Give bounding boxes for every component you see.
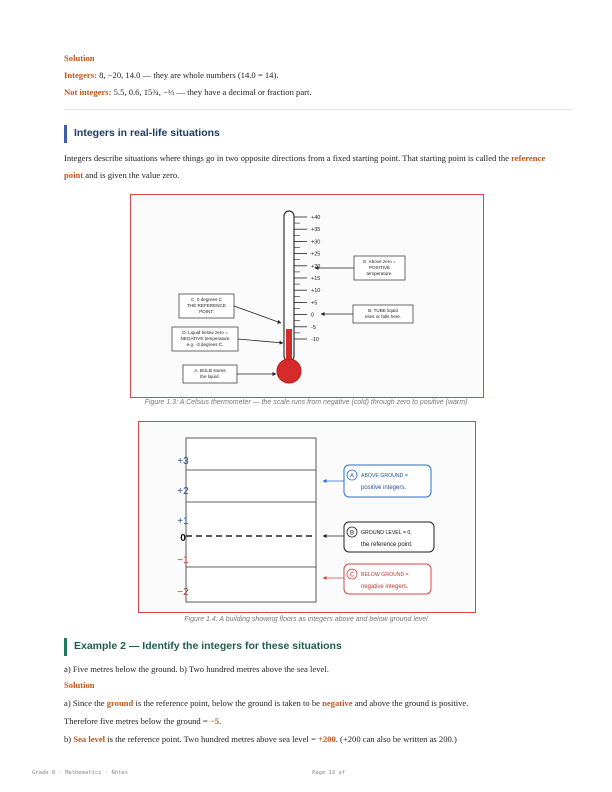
floor-label-zero: 0 [180,533,186,544]
figure-1-4-caption: Figure 1.4: A building showing floors as integers above and below ground level [184,616,428,623]
label-a-line1: A. BULB stores [194,368,226,373]
scale-label: +15 [311,276,321,282]
box-c-text: negative integers. [361,584,409,590]
negative-term: negative [322,698,353,708]
label-b-line2: rises or falls here. [364,314,402,319]
section-divider [64,109,572,110]
integers-line [64,67,562,83]
arrow-c [234,306,281,323]
heading-accent-bar [64,125,67,143]
example-accent-bar [64,638,67,656]
label-e-line1: E. Above zero = [363,259,396,264]
label-c-line3: POINT. [199,309,214,314]
floor-label-plus2: +2 [177,486,189,497]
example-2-body [64,661,562,747]
section-paragraph: Integers describe situations where things go in two opposite directions from a fixed starting point. That starting point is called the reference point and is given the value zero. [64,153,546,180]
example-line-3: b) Sea level is the reference point. Two hundred metres above sea level = +200. (+200 can also be written as 200.) [64,734,457,744]
integers-text: 8, −20, 14.0 — they are whole numbers (14.0 = 14). [96,70,279,80]
example-question: a) Five metres below the ground. b) Two hundred metres above the sea level. [64,664,329,674]
scale-label: 0 [311,312,315,319]
scale-label: -10 [311,337,319,343]
thermometer-figure [130,194,484,398]
box-b-text: the reference point. [361,542,413,548]
example-line-1: a) Since the ground is the reference point, below the ground is taken to be negative and above the ground is positive. [64,698,469,708]
scale-label: +5 [311,300,318,307]
thermometer-bulb [277,359,301,383]
floor-label-plus1: +1 [177,516,189,527]
sea-level-term: Sea level [73,734,106,744]
scale-labels [311,215,320,343]
integers-label: Integers: [64,70,97,80]
building-outline [186,438,316,602]
floor-label-minus2: −2 [177,587,189,598]
box-a-text: positive integers. [361,485,407,491]
label-d-line3: e.g. -3 degrees C. [186,342,224,347]
floor-label-minus1: −1 [177,555,189,566]
label-c-line2: THE REFERENCE [187,303,226,308]
box-a-title: ABOVE GROUND = [361,473,408,479]
not-integers-text: 5.5, 0.6, 15¾, −⅓ — they have a decimal or fraction part. [111,87,312,97]
scale-label: +20 [311,263,321,270]
scale-label: +40 [311,215,321,221]
example-solution-title: Solution [64,680,95,690]
badge-a-letter: A [349,473,355,480]
label-d-line1: D. Liquid below zero = [182,330,228,335]
not-integers-label: Not integers: [64,87,112,97]
figure-1-3-caption: Figure 1.3: A Celsius thermometer — the scale runs from negative (cold) through zero to positive (warm) [144,399,468,406]
scale-label: -5 [311,324,316,331]
box-b-title: GROUND LEVEL = 0, [361,530,412,536]
example-2-heading: Example 2 — Identify the integers for these situations [64,640,342,652]
label-c-line1: C. 0 degrees C [191,297,222,302]
footer-left: Grade 8 · Mathematics · Notes [32,770,129,776]
answer-b: +200 [317,734,336,744]
label-b-line1: B. TUBE liquid [368,308,398,313]
box-c-title: BELOW GROUND = [361,572,409,578]
arrow-d [238,339,283,343]
scale-label: +10 [311,288,321,295]
scale-ticks [294,217,307,339]
label-e-line2: POSITIVE [368,265,391,270]
footer-page-number: Page 13 of [312,770,346,776]
ground-term: ground [106,698,134,708]
section-heading: Integers in real-life situations [64,127,220,139]
building-diagram [139,422,475,612]
solution-title: Solution [64,53,95,63]
thermometer-diagram [131,195,483,397]
building-figure [138,421,476,613]
floor-label-plus3: +3 [177,456,189,467]
box-above-ground [344,465,431,497]
label-a-line2: the liquid. [200,374,220,379]
scale-label: +35 [311,227,321,234]
scale-label: +25 [311,251,321,258]
label-e-line3: temperature. [366,271,393,276]
not-integers-line [64,84,562,100]
badge-b-letter: B [349,530,355,537]
label-d-line2: NEGATIVE temperature [180,336,230,341]
reference-point-term: reference point [64,153,546,180]
scale-label: +30 [311,239,321,246]
example-line-2: Therefore five metres below the ground = −5. [64,716,222,726]
answer-a: −5 [209,716,220,726]
badge-c-letter: C [349,572,355,579]
